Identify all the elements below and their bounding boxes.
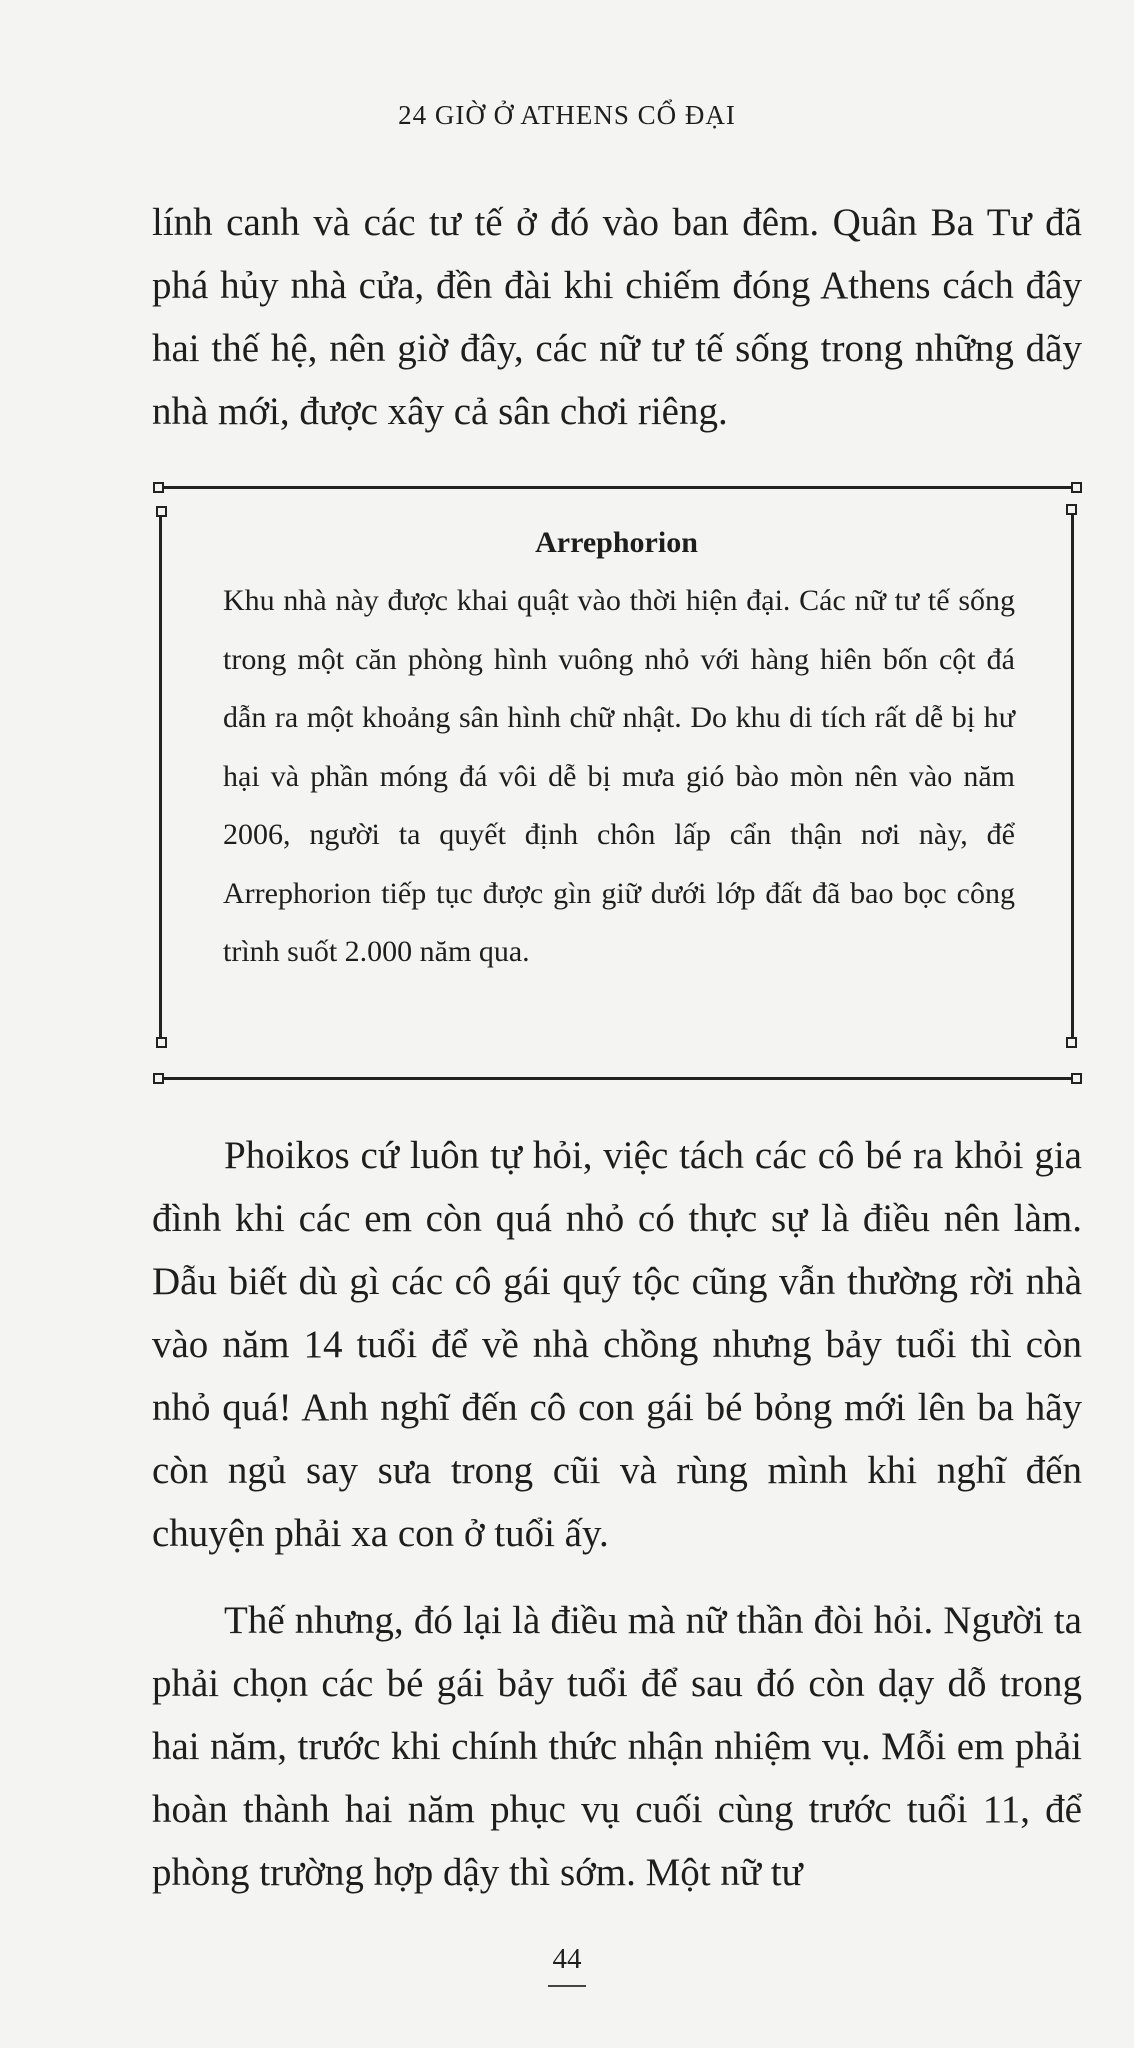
page-number: 44 bbox=[552, 1943, 582, 1975]
running-head: 24 GIỜ Ở ATHENS CỔ ĐẠI bbox=[398, 100, 736, 130]
body-paragraph-2: Phoikos cứ luôn tự hỏi, việc tách các cô bé ra khỏi gia đình khi các em còn quá nhỏ có thực sự là điều nên làm. Dẫu biết dù gì các cô gái quý tộc cũng vẫn thường rời nhà vào năm 14 tuổi để về nhà chồng nhưng bảy tuổi thì còn nhỏ quá! Anh nghĩ đến cô con gái bé bỏng mới lên ba hãy còn ngủ say sưa trong cũi và rùng mình khi nghĩ đến chuyện phải xa con ở tuổi ấy. bbox=[152, 1134, 1082, 1555]
corner-ornament bbox=[1066, 1037, 1077, 1048]
sidebar-title: Arrephorion bbox=[535, 526, 698, 559]
page-number-rule bbox=[548, 1985, 586, 1987]
sidebar-box bbox=[155, 486, 1078, 1080]
sidebar-top-rule bbox=[155, 486, 1078, 489]
sidebar-left-rule bbox=[159, 512, 162, 1042]
sidebar-bottom-rule bbox=[155, 1077, 1078, 1080]
corner-ornament bbox=[153, 482, 164, 493]
corner-ornament bbox=[1071, 482, 1082, 493]
corner-ornament bbox=[156, 506, 167, 517]
corner-ornament bbox=[1066, 504, 1077, 515]
body-paragraph-3: Thế nhưng, đó lại là điều mà nữ thần đòi hỏi. Người ta phải chọn các bé gái bảy tuổi để sau đó còn dạy dỗ trong hai năm, trước khi chính thức nhận nhiệm vụ. Mỗi em phải hoàn thành hai năm phục vụ cuối cùng trước tuổi 11, để phòng trường hợp dậy thì sớm. Một nữ tư bbox=[152, 1599, 1082, 1894]
sidebar-right-rule bbox=[1071, 510, 1074, 1040]
sidebar-text: Khu nhà này được khai quật vào thời hiện đại. Các nữ tư tế sống trong một căn phòng hình vuông nhỏ với hàng hiên bốn cột đá dẫn ra một khoảng sân hình chữ nhật. Do khu di tích rất dễ bị hư hại và phần móng đá vôi dễ bị mưa gió bào mòn nên vào năm 2006, người ta quyết định chôn lấp cẩn thận nơi này, để Arrephorion tiếp tục được gìn giữ dưới lớp đất đã bao bọc công trình suốt 2.000 năm qua. bbox=[223, 584, 1015, 968]
corner-ornament bbox=[156, 1037, 167, 1048]
corner-ornament bbox=[153, 1073, 164, 1084]
body-paragraph-1: lính canh và các tư tế ở đó vào ban đêm. Quân Ba Tư đã phá hủy nhà cửa, đền đài khi chiếm đóng Athens cách đây hai thế hệ, nên giờ đây, các nữ tư tế sống trong những dãy nhà mới, được xây cả sân chơi riêng. bbox=[152, 201, 1082, 433]
corner-ornament bbox=[1071, 1073, 1082, 1084]
